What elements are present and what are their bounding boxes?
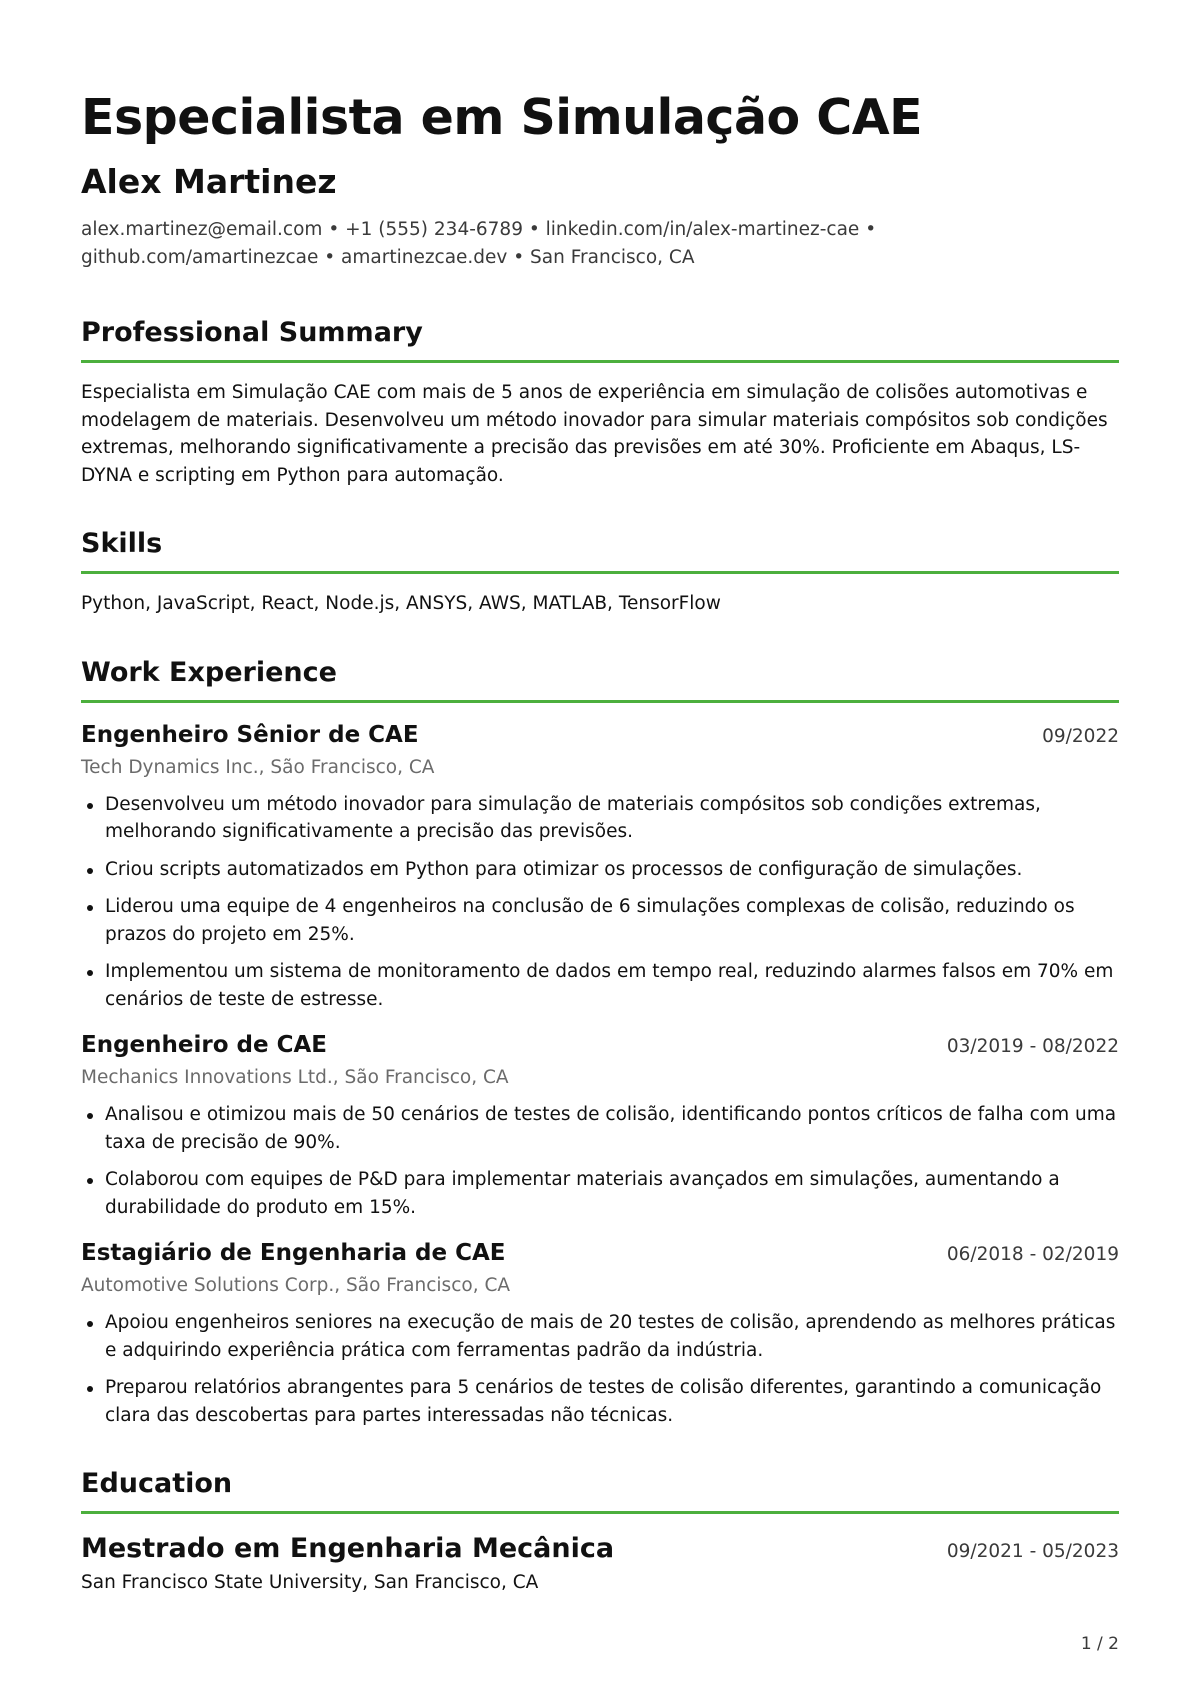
job-date: 06/2018 - 02/2019 xyxy=(946,1244,1119,1265)
education-header xyxy=(81,1530,1119,1568)
job-header xyxy=(81,1237,1119,1269)
job-company: Mechanics Innovations Ltd., São Francisco, CA xyxy=(81,1067,509,1088)
job-entry xyxy=(81,1029,1119,1221)
job-company: Tech Dynamics Inc., São Francisco, CA xyxy=(81,756,435,778)
job-bullet: Implementou um sistema de monitoramento de dados em tempo real, reduzindo alarmes falsos em 70% em cenários de teste de estresse. xyxy=(81,958,1119,1013)
section-heading-summary: Professional Summary xyxy=(81,314,1119,363)
resume-page xyxy=(81,84,1119,1598)
job-company: Automotive Solutions Corp., São Francisco, CA xyxy=(81,1275,511,1296)
section-heading-skills: Skills xyxy=(81,525,1119,574)
job-bullet: Liderou uma equipe de 4 engenheiros na conclusão de 6 simulações complexas de colisão, reduzindo os prazos do projeto em 25%. xyxy=(81,893,1119,948)
job-bullet: Apoiou engenheiros seniores na execução de mais de 20 testes de colisão, aprendendo as melhores práticas e adquirindo experiência prática com ferramentas padrão da indústria. xyxy=(81,1309,1119,1364)
education-degree: Mestrado em Engenharia Mecânica xyxy=(81,1533,615,1564)
job-bullets xyxy=(81,791,1119,1014)
section-heading-education: Education xyxy=(81,1465,1119,1514)
job-entry xyxy=(81,1237,1119,1429)
job-date: 03/2019 - 08/2022 xyxy=(946,1036,1119,1057)
candidate-name: Alex Martinez xyxy=(81,162,337,201)
job-bullets xyxy=(81,1101,1119,1221)
job-date: 09/2022 xyxy=(1042,725,1119,747)
job-entry xyxy=(81,719,1119,1014)
education-date: 09/2021 - 05/2023 xyxy=(946,1541,1119,1562)
skills-list: Python, JavaScript, React, Node.js, ANSYS, AWS, MATLAB, TensorFlow xyxy=(81,593,721,614)
resume-title: Especialista em Simulação CAE xyxy=(81,89,923,146)
education-school: San Francisco State University, San Francisco, CA xyxy=(81,1572,539,1593)
page-number: 1 / 2 xyxy=(1080,1634,1119,1654)
summary-text: Especialista em Simulação CAE com mais de 5 anos de experiência em simulação de colisões automotivas e modelagem de materiais. Desenvolveu um método inovador para simular materiais compósitos sob condições extremas, melhorando significativamente a precisão das previsões em até 30%. Proficiente em Abaqus, LS-DYNA e scripting em Python para automação. xyxy=(81,382,1108,486)
job-title: Engenheiro de CAE xyxy=(81,1032,327,1058)
contact-info: alex.martinez@email.com • +1 (555) 234-6789 • linkedin.com/in/alex-martinez-cae • github.com/amartinezcae • amartinezcae.dev • San Francisco, CA xyxy=(81,219,877,268)
job-bullet: Preparou relatórios abrangentes para 5 cenários de testes de colisão diferentes, garantindo a comunicação clara das descobertas para partes interessadas não técnicas. xyxy=(81,1374,1119,1429)
job-bullet: Criou scripts automatizados em Python para otimizar os processos de configuração de simulações. xyxy=(81,856,1119,884)
section-heading-work-experience: Work Experience xyxy=(81,654,1119,703)
job-header xyxy=(81,719,1119,751)
job-bullet: Desenvolveu um método inovador para simulação de materiais compósitos sob condições extremas, melhorando significativamente a precisão das previsões. xyxy=(81,791,1119,846)
job-bullet: Colaborou com equipes de P&D para implementar materiais avançados em simulações, aumentando a durabilidade do produto em 15%. xyxy=(81,1166,1119,1221)
job-bullet: Analisou e otimizou mais de 50 cenários de testes de colisão, identificando pontos críticos de falha com uma taxa de precisão de 90%. xyxy=(81,1101,1119,1156)
job-title: Engenheiro Sênior de CAE xyxy=(81,721,419,748)
job-header xyxy=(81,1029,1119,1061)
job-title: Estagiário de Engenharia de CAE xyxy=(81,1240,506,1266)
job-bullets xyxy=(81,1309,1119,1429)
